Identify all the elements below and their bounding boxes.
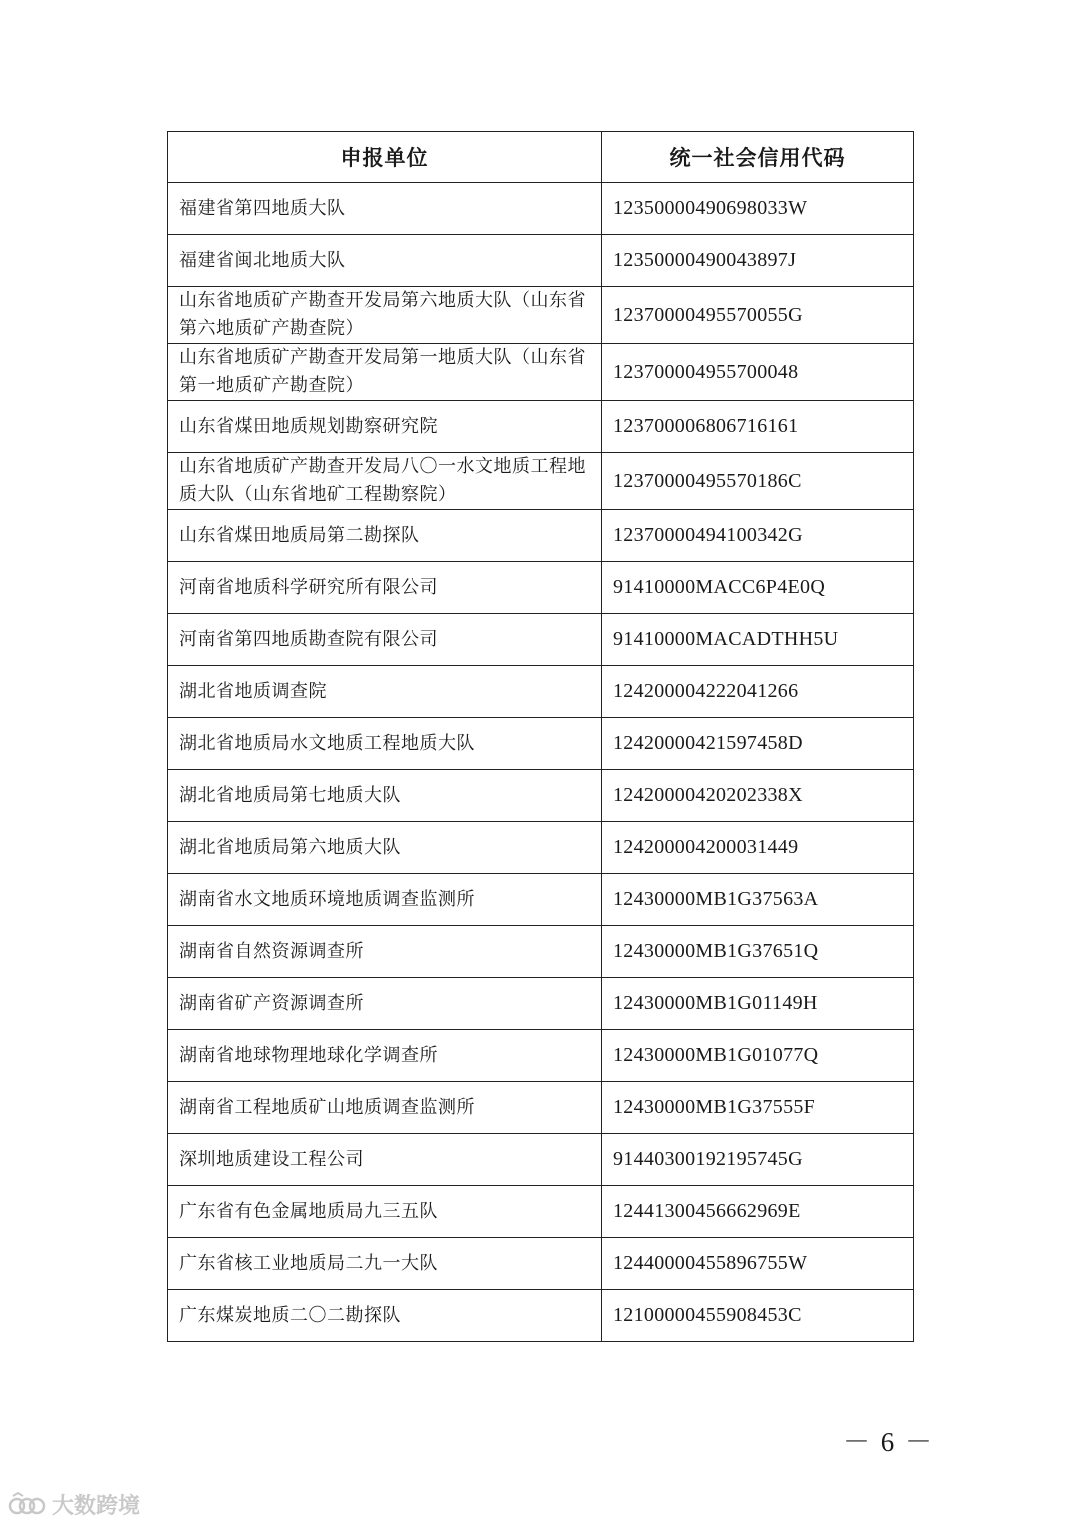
unit-cell: 山东省煤田地质规划勘察研究院 (168, 401, 602, 453)
credit-code-cell: 12370000495570186C (602, 453, 914, 510)
table-row (168, 926, 914, 978)
table-row (168, 453, 914, 510)
credit-code-cell: 12350000490698033W (602, 183, 914, 235)
table-row (168, 183, 914, 235)
unit-cell: 广东煤炭地质二〇二勘探队 (168, 1290, 602, 1342)
unit-cell: 河南省地质科学研究所有限公司 (168, 562, 602, 614)
table-row (168, 666, 914, 718)
table-row (168, 1030, 914, 1082)
unit-cell: 湖北省地质调查院 (168, 666, 602, 718)
credit-code-cell: 12370000494100342G (602, 510, 914, 562)
credit-code-cell: 124200004222041266 (602, 666, 914, 718)
header-credit-code: 统一社会信用代码 (602, 132, 914, 183)
unit-cell: 河南省第四地质勘查院有限公司 (168, 614, 602, 666)
credit-code-cell: 12100000455908453C (602, 1290, 914, 1342)
unit-cell: 湖南省矿产资源调查所 (168, 978, 602, 1030)
table-row (168, 874, 914, 926)
unit-cell: 湖南省自然资源调查所 (168, 926, 602, 978)
credit-code-cell: 91410000MACADTHH5U (602, 614, 914, 666)
credit-code-cell: 12370000495570055G (602, 287, 914, 344)
unit-cell: 山东省地质矿产勘查开发局八〇一水文地质工程地质大队（山东省地矿工程勘察院） (168, 453, 602, 510)
unit-cell: 山东省地质矿产勘查开发局第六地质大队（山东省第六地质矿产勘查院） (168, 287, 602, 344)
unit-cell: 湖北省地质局水文地质工程地质大队 (168, 718, 602, 770)
unit-cell: 湖北省地质局第六地质大队 (168, 822, 602, 874)
table-row (168, 287, 914, 344)
watermark-text: 大数跨境 (52, 1493, 141, 1519)
table-row (168, 614, 914, 666)
credit-code-cell: 12441300456662969E (602, 1186, 914, 1238)
table-row (168, 510, 914, 562)
table-body (168, 183, 914, 1342)
unit-cell: 福建省第四地质大队 (168, 183, 602, 235)
unit-cell: 广东省有色金属地质局九三五队 (168, 1186, 602, 1238)
header-unit: 申报单位 (168, 132, 602, 183)
credit-code-cell: 12430000MB1G01149H (602, 978, 914, 1030)
table-row (168, 235, 914, 287)
unit-cell: 广东省核工业地质局二九一大队 (168, 1238, 602, 1290)
unit-cell: 湖北省地质局第七地质大队 (168, 770, 602, 822)
unit-cell: 福建省闽北地质大队 (168, 235, 602, 287)
table-row (168, 344, 914, 401)
credit-code-cell: 123700004955700048 (602, 344, 914, 401)
unit-cell: 湖南省水文地质环境地质调查监测所 (168, 874, 602, 926)
credit-code-table (167, 131, 914, 1342)
unit-cell: 湖南省工程地质矿山地质调查监测所 (168, 1082, 602, 1134)
credit-code-cell: 91440300192195745G (602, 1134, 914, 1186)
credit-code-cell: 12350000490043897J (602, 235, 914, 287)
table-row (168, 1134, 914, 1186)
credit-code-cell: 91410000MACC6P4E0Q (602, 562, 914, 614)
credit-code-cell: 12430000MB1G01077Q (602, 1030, 914, 1082)
table-row (168, 401, 914, 453)
watermark (8, 1490, 140, 1518)
table-row (168, 770, 914, 822)
credit-code-cell: 12430000MB1G37651Q (602, 926, 914, 978)
unit-cell: 山东省煤田地质局第二勘探队 (168, 510, 602, 562)
credit-code-cell: 12440000455896755W (602, 1238, 914, 1290)
credit-code-cell: 12420000421597458D (602, 718, 914, 770)
credit-code-cell: 123700006806716161 (602, 401, 914, 453)
table-row (168, 1238, 914, 1290)
table-row (168, 822, 914, 874)
table-row (168, 1186, 914, 1238)
table-row (168, 562, 914, 614)
unit-cell: 深圳地质建设工程公司 (168, 1134, 602, 1186)
table-row (168, 718, 914, 770)
page-number: － 6 － (843, 1427, 934, 1457)
credit-code-cell: 124200004200031449 (602, 822, 914, 874)
credit-code-cell: 12430000MB1G37555F (602, 1082, 914, 1134)
table-row (168, 1082, 914, 1134)
table-row (168, 1290, 914, 1342)
unit-cell: 山东省地质矿产勘查开发局第一地质大队（山东省第一地质矿产勘查院） (168, 344, 602, 401)
credit-code-cell: 12430000MB1G37563A (602, 874, 914, 926)
unit-cell: 湖南省地球物理地球化学调查所 (168, 1030, 602, 1082)
watermark-logo-icon (8, 1492, 46, 1516)
table-row (168, 978, 914, 1030)
credit-code-cell: 12420000420202338X (602, 770, 914, 822)
table-header-row (168, 132, 914, 183)
